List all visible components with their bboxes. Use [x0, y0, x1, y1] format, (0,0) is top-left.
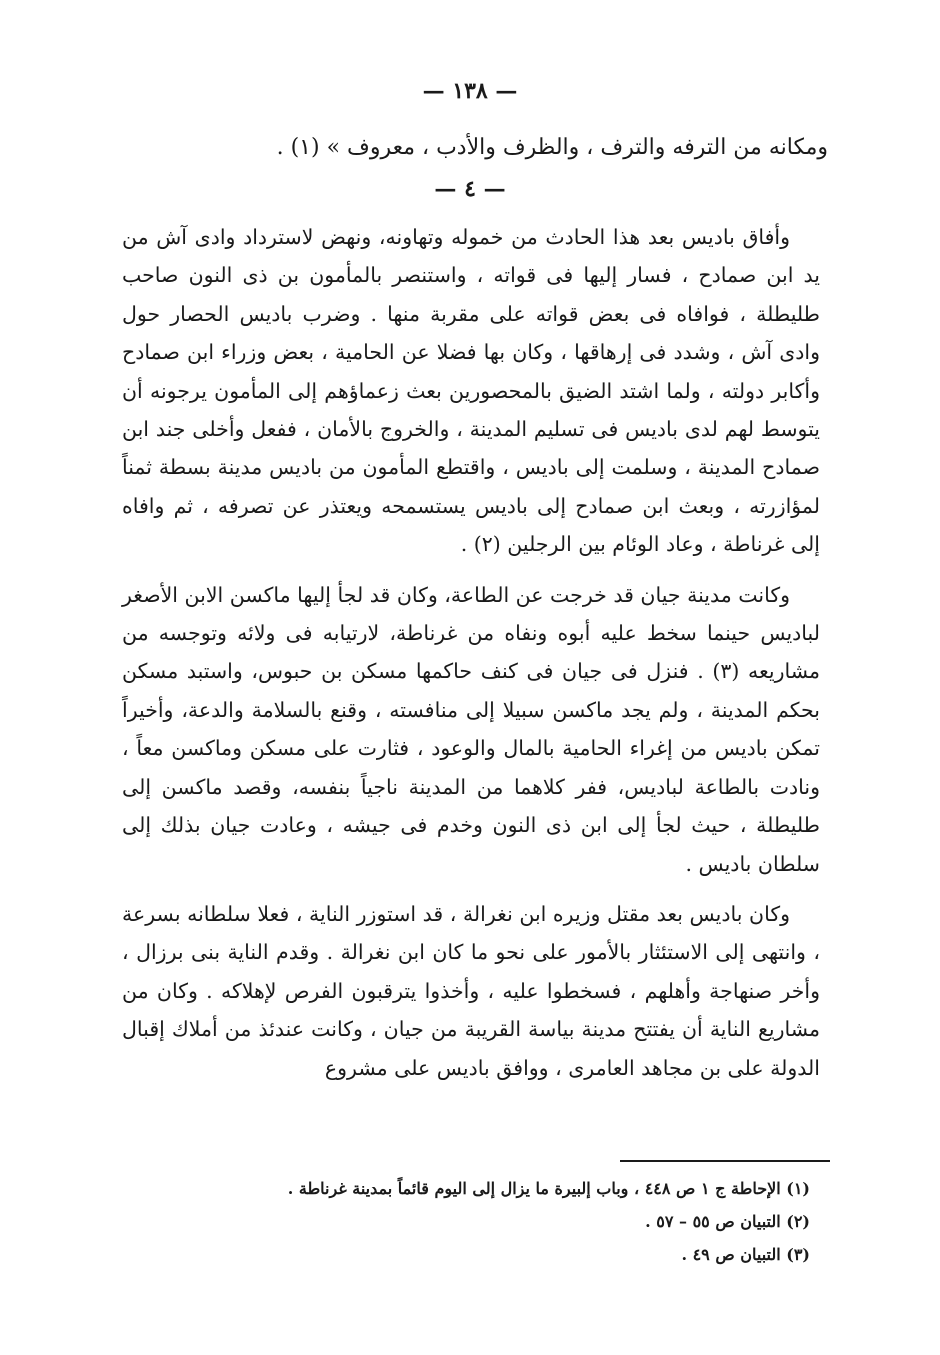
footnote-3: (٣) التبيان ص ٤٩ . [681, 1245, 810, 1264]
footnote-divider [620, 1160, 830, 1162]
paragraph-jaen: وكانت مدينة جيان قد خرجت عن الطاعة، وكان قد لجأ إليها ماكسن الابن الأصغر لباديس حينما سخط عليه أبوه ونفاه من غرناطة، لارتيابه فى ولائه وتوجسه من مشاريعه (٣) . فنزل فى جيان فى كنف حاكمها مسكن بن حبوس، واستبد مسكن بحكم المدينة ، ولم يجد ماكسن سبيلا إلى منافسته ، وقنع بالسلامة والدعة، وأخيراً تمكن باديس من إغراء الحامية بالمال والوعود ، فثارت على مسكن وماكسن معاً ، ونادت بالطاعة لباديس، ففر كلاهما من المدينة ناجياً بنفسه، وقصد ماكسن إلى طليطلة ، حيث لجأ إلى ابن ذى النون وخدم فى جيشه ، وعادت جيان بذلك إلى سلطان باديس . [122, 582, 821, 876]
body-text [122, 218, 820, 1099]
footnotes [170, 1172, 810, 1271]
section-number: — ٤ — [434, 176, 506, 202]
paragraph-badis-wadi-ash: وأفاق باديس بعد هذا الحادث من خموله وتهاونه، ونهض لاسترداد وادى آش من يد ابن صمادح ، فسار إليها فى قواته ، واستنصر بالمأمون بن ذى النون صاحب طليطلة ، فوافاه فى بعض قواته على مقربة منها . وضرب باديس الحصار حول وادى آش ، وشدد فى إرهاقها ، وكان بها فضلا عن الحامية ، بعض وزراء ابن صمادح وأكابر دولته ، ولما اشتد الضيق بالمحصورين بعث زعماؤهم إلى المأمون يرجونه أن يتوسط لهم لدى باديس فى تسليم المدينة ، والخروج بالأمان ، ففعل وأخلى جند ابن صمادح المدينة ، وسلمت إلى باديس ، واقتطع المأمون من باديس مدينة بسطة ثمناً لمؤازرته ، وبعث ابن صمادح إلى باديس يستسمحه ويعتذر عن تصرفه ، ثم وافاه إلى غرناطة ، وعاد الوئام بين الرجلين (٢) . [122, 225, 820, 557]
page-number: — ١٣٨ — [422, 78, 518, 104]
footnote-2: (٢) التبيان ص ٥٥ – ٥٧ . [645, 1212, 810, 1231]
intro-line: ومكانه من الترفه والترف ، والظرف والأدب ، معروف » (١) . [276, 135, 828, 160]
paragraph-naya: وكان باديس بعد مقتل وزيره ابن نغرالة ، قد استوزر الناية ، فعلا سلطانه بسرعة ، وانتهى إلى الاستئثار بالأمور على نحو ما كان ابن نغرالة . وقدم الناية بنى برزال ، وأخر صنهاجة وأهلهم ، فسخطوا عليه ، وأخذوا يترقبون الفرص لإهلاكه . وكان من مشاريع الناية أن يفتتح مدينة بياسة القريبة من جيان ، وكانت عندئذ من أملاك إقبال الدولة على بن مجاهد العامرى ، ووافق باديس على مشروع [122, 901, 820, 1080]
footnote-1: (١) الإحاطة ج ١ ص ٤٤٨ ، وباب إلبيرة ما يزال إلى اليوم قائماً بمدينة غرناطة . [287, 1179, 810, 1198]
